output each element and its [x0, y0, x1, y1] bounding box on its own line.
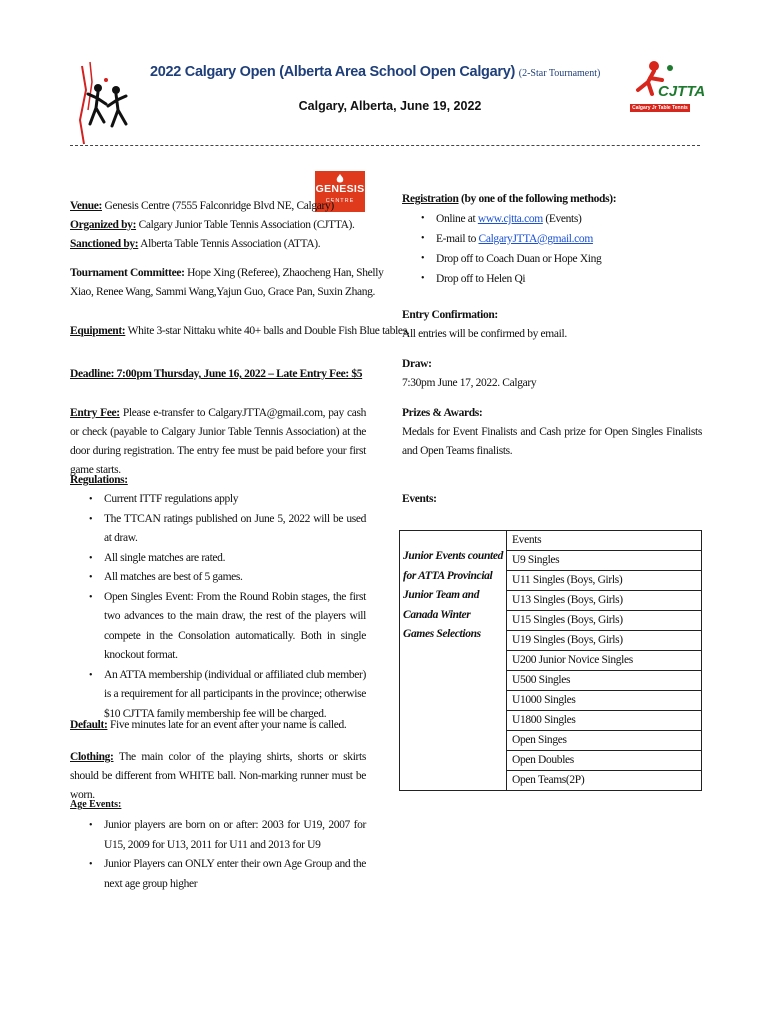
event-cell: Open Teams(2P) [507, 771, 702, 791]
list-item: • Current ITTF regulations apply [70, 490, 366, 510]
registration-label: Registration [402, 193, 459, 205]
event-cell: U200 Junior Novice Singles [507, 651, 702, 671]
clothing-label: Clothing: [70, 751, 114, 763]
cjtta-logo [628, 60, 706, 118]
organized-label: Organized by: [70, 219, 137, 231]
entry-confirmation-heading: Entry Confirmation: [402, 309, 498, 321]
regulations-list [70, 490, 366, 724]
genesis-logo-sub: CENTRE [325, 198, 355, 204]
age-events-label [70, 798, 121, 812]
header-divider [70, 145, 700, 146]
draw-heading: Draw: [402, 358, 432, 370]
entry-fee-paragraph [70, 404, 366, 480]
list-item [402, 229, 702, 249]
event-cell: U1800 Singles [507, 711, 702, 731]
default-label: Default: [70, 719, 108, 731]
sanctioned-line [70, 235, 320, 254]
prizes-text: Medals for Event Finalists and Cash prize for Open Singles Finalists and Open Teams finalists. [402, 426, 702, 457]
default-text: Five minutes late for an event after your name is called. [107, 719, 347, 731]
events-header-cell: Events [507, 531, 702, 551]
list-item: • All matches are best of 5 games. [70, 568, 366, 588]
default-line [70, 716, 346, 735]
event-cell: U500 Singles [507, 671, 702, 691]
committee-label: Tournament Committee: [70, 267, 185, 279]
cjtta-player-icon [628, 60, 706, 100]
age-events-list [70, 816, 366, 894]
committee-text-1: Hope Xing (Referee), Zhaocheng Han, Shelly [184, 267, 384, 279]
events-label [402, 490, 437, 509]
cjtta-logo-subtext: Calgary Jr Table Tennis [630, 104, 690, 112]
list-item: • Drop off to Helen Qi [402, 269, 702, 289]
organized-line [70, 216, 355, 235]
list-item: • The TTCAN ratings published on June 5, 2022 will be used at draw. [70, 510, 366, 549]
table-row [400, 531, 702, 551]
entry-fee-text: Please e-transfer to CalgaryJTTA@gmail.com, pay cash or check (payable to Calgary Junior Table Tennis Association) at the door during registration. The entry fee must be paid before your first game starts. [70, 407, 366, 476]
venue-label: Venue: [70, 200, 102, 212]
clothing-text: The main color of the playing shirts, shorts or skirts should be different from WHITE ball. Non-marking runner must be worn. [70, 751, 366, 801]
deadline-line: Deadline: 7:00pm Thursday, June 16, 2022 – Late Entry Fee: $5 [70, 368, 363, 380]
list-item: • An ATTA membership (individual or affiliated club member) is a requirement for all participants in the province; otherwise $10 CJTTA family membership fee will be charged. [70, 666, 366, 725]
entry-fee-label: Entry Fee: [70, 407, 120, 419]
venue-text: Genesis Centre (7555 Falconridge Blvd NE, Calgary) [101, 200, 334, 212]
list-item: • All single matches are rated. [70, 549, 366, 569]
email-link[interactable]: CalgaryJTTA@gmail.com [478, 233, 593, 245]
sanctioned-text: Alberta Table Tennis Association (ATTA). [138, 238, 321, 250]
cjtta-website-link[interactable]: www.cjtta.com [477, 213, 543, 225]
venue-line [70, 197, 334, 216]
event-cell: U1000 Singles [507, 691, 702, 711]
list-item: • Junior Players can ONLY enter their own Age Group and the next age group higher [70, 855, 366, 894]
entry-confirmation-text: All entries will be confirmed by email. [402, 328, 567, 340]
event-cell: U19 Singles (Boys, Girls) [507, 631, 702, 651]
entry-confirmation-label [402, 306, 498, 325]
committee-line-1 [70, 264, 383, 283]
list-item: • Drop off to Coach Duan or Hope Xing [402, 249, 702, 269]
events-table [399, 530, 702, 791]
events-category-cell: Junior Events counted for ATTA Provincial Junior Team and Canada Winter Games Selections [400, 531, 507, 791]
regulations-heading: Regulations: [70, 474, 128, 486]
registration-item-text: Online at [436, 213, 478, 225]
regulations-label [70, 471, 128, 490]
committee-line-2: Xiao, Renee Wang, Sammi Wang,Yajun Guo, Grace Pan, Suxin Zhang. [70, 286, 376, 298]
equipment-line [70, 322, 409, 341]
registration-list [402, 209, 702, 289]
event-cell: Open Doubles [507, 751, 702, 771]
events-table-body [400, 531, 702, 791]
list-item: • Junior players are born on or after: 2003 for U19, 2007 for U15, 2009 for U13, 2011 for U11 and 2013 for U9 [70, 816, 366, 855]
registration-heading [402, 190, 616, 209]
events-heading: Events: [402, 493, 437, 505]
event-cell: U11 Singles (Boys, Girls) [507, 571, 702, 591]
list-item [402, 209, 702, 229]
event-cell: U15 Singles (Boys, Girls) [507, 611, 702, 631]
title-main: 2022 Calgary Open (Alberta Area School Open Calgary) [150, 64, 516, 80]
sanctioned-label: Sanctioned by: [70, 238, 139, 250]
event-cell: U13 Singles (Boys, Girls) [507, 591, 702, 611]
document-title [150, 64, 600, 80]
registration-item-text: E-mail to [436, 233, 479, 245]
equipment-text: White 3-star Nittaku white 40+ balls and Double Fish Blue tables. [125, 325, 410, 337]
organized-text: Calgary Junior Table Tennis Association (CJTTA). [136, 219, 355, 231]
title-tag: (2-Star Tournament) [518, 68, 601, 79]
draw-text: 7:30pm June 17, 2022. Calgary [402, 377, 537, 389]
list-item: • Open Singles Event: From the Round Robin stages, the first two advances to the main draw, the rest of the players will compete in the Consolation automatically. Both in single knockout format. [70, 588, 366, 666]
age-events-heading: Age Events: [70, 799, 122, 810]
draw-label [402, 355, 432, 374]
prizes-label [402, 404, 482, 423]
cjtta-logo-text: CJTTA [658, 83, 706, 100]
genesis-logo-text: GENESIS [315, 183, 365, 195]
registration-item-text: (Events) [542, 213, 582, 225]
event-cell: Open Singes [507, 731, 702, 751]
equipment-label: Equipment: [70, 325, 126, 337]
event-cell: U9 Singles [507, 551, 702, 571]
clothing-paragraph [70, 748, 366, 805]
prizes-heading: Prizes & Awards: [402, 407, 483, 419]
registration-label-suffix: (by one of the following methods): [458, 193, 617, 205]
document-subtitle: Calgary, Alberta, June 19, 2022 [298, 99, 482, 113]
